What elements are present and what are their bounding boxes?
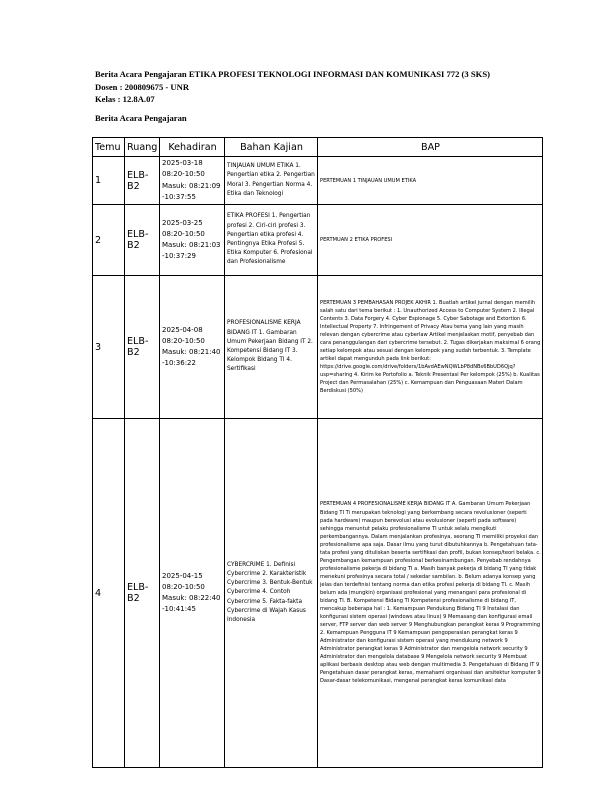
- column-header-bap: BAP: [318, 138, 543, 157]
- cell-bap: PERTMUAN 2 ETIKA PROFESI: [318, 205, 543, 276]
- cell-bap: PERTEMUAN 4 PROFESIONALISME KERJA BIDANG IT A. Gambaran Umum Pekerjaan Bidang TI Ti merupakan teknologi yang berkembang secara revolusioner (seperti pada hardware) maupun berevolusi atau evolusioner (seperti pada software) sehingga menuntut pelaku profesionalisme TI untuk selalu mengikuti perkembangannya. Dalam menjalankan profesinya, seorang TI memiliki proyeksi dan profesionalisme apa saja. Dasar ilmu yang turut dibutuhkannya b. Pengetahuan tata-tata profesi yang dituliskan beserta sertifikasi dan profil, bukan konsep/teori belaka. c. Pengembangan kemampuan profesional berkesinambungan. Penyebab rendahnya profesionalisme pekerja di bidang TI a. Masih banyak pekerja di bidang TI yang tidak menekuni profesinya secara total / sekedar sambilan. b. Belum adanya konsep yang jelas dan terdefinisi tentang norma dan etika profesi pekerja di bidang TI. c. Masih belum ada (mungkin) organisasi profesional yang menangani para profesional di bidang TI. B. Kompetensi Bidang TI Kompetensi profesionalisme di bidang IT, mencakup beberapa hal : 1. Kemampuan Pendukung Bidang TI 9 Instalasi dan konfigurasi sistem operasi (windows atau linux) 9 Memasang dan konfigurasi email server, FTP server dan web server 9 Menghubungkan perangkat keras 9 Programming 2. Kemampuan Pengguna IT 9 Kemampuan pengoperasian perangkat keras 9 Administrator dan konfigurasi sistem operasi yang mendukung network 9 Administrator perangkat keras 9 Administrator dan mengelola network security 9 Administrator dan mengelola database 9 Mengelola network security 9 Membuat aplikasi berbasis desktop atau web dengan multimedia 3. Pengetahuan di Bidang IT 9 Pengetahuan dasar perangkat keras, memahami organisasi dan arsitektur komputer 9 Dasar-dasar telekomunikasi, mengenal perangkat keras komunikasi data: [318, 419, 543, 768]
- table-header-row: [93, 138, 543, 157]
- cell-ruang: ELB-B2: [125, 419, 160, 768]
- attendance-date: 2025-04-15: [162, 571, 203, 580]
- cell-bahan-kajian: ETIKA PROFESI 1. Pengertian profesi 2. Ciri-ciri profesi 3. Pengertian etika profesi 4. Pentingnya Etika Profesi 5. Etika Komputer 6. Profesional dan Profesionalisme: [225, 205, 318, 276]
- cell-temu: 1: [93, 157, 125, 205]
- course-label: Berita Acara Pengajaran: [95, 69, 187, 79]
- cell-ruang: ELB-B2: [125, 157, 160, 205]
- attendance-date: 2025-03-25: [162, 218, 203, 227]
- column-header-ruang: Ruang: [125, 138, 160, 157]
- column-header-bahan-kajian: Bahan Kajian: [225, 138, 318, 157]
- lecturer-line: Dosen : 200809675 - UNR: [95, 81, 190, 92]
- attendance-in: Masuk: 08:21:40: [162, 348, 221, 356]
- table-row: [93, 419, 543, 768]
- cell-ruang: ELB-B2: [125, 205, 160, 276]
- cell-temu: 4: [93, 419, 125, 768]
- document-header: [95, 68, 565, 106]
- cell-bahan-kajian: PROFESIONALISME KERJA BIDANG IT 1. Gambaran Umum Pekerjaan Bidang IT 2. Kompetensi Bidang IT 3. Kelompok Bidang TI 4. Sertifikasi: [225, 276, 318, 419]
- attendance-date: 2025-04-08: [162, 325, 203, 334]
- attendance-out: -10:37:29: [162, 252, 196, 261]
- cell-bahan-kajian: TINJAUAN UMUM ETIKA 1. Pengertian etika 2. Pengertian Moral 3. Pengertian Norma 4. Etika dan Teknologi: [225, 157, 318, 205]
- bap-table: [92, 137, 543, 768]
- attendance-in: Masuk: 08:21:03: [162, 241, 221, 249]
- course-title-line: [95, 68, 565, 81]
- attendance-out: -10:41:45: [162, 605, 196, 614]
- cell-kehadiran: [160, 419, 225, 768]
- attendance-time: 08:20-10:50: [162, 170, 205, 179]
- cell-temu: 2: [93, 205, 125, 276]
- cell-bahan-kajian: CYBERCRIME 1. Definisi Cybercrime 2. Karakteristik Cybercrime 3. Bentuk-Bentuk Cybercrime 4. Contoh Cybercrime 5. Fakta-fakta Cybercrime di Wajah Kasus Indonesia: [225, 419, 318, 768]
- section-title: Berita Acara Pengajaran: [95, 113, 187, 123]
- cell-kehadiran: [160, 157, 225, 205]
- column-header-temu: Temu: [93, 138, 125, 157]
- cell-ruang: ELB-B2: [125, 276, 160, 419]
- attendance-out: -10:36:22: [162, 359, 196, 368]
- attendance-in: Masuk: 08:22:40: [162, 594, 221, 602]
- attendance-in: Masuk: 08:21:09: [162, 181, 221, 190]
- course-name: ETIKA PROFESI TEKNOLOGI INFORMASI DAN KOMUNIKASI 772 (3 SKS): [188, 69, 490, 79]
- class-line: Kelas : 12.8A.07: [95, 94, 155, 105]
- cell-bap: PERTEMUAN 3 PEMBAHASAN PROJEK AKHIR 1. Buatlah artikel jurnal dengan memilih salah satu dari tema berikut : 1. Unauthorized Access to Computer System 2. Illegal Contents 3. Data Forgery 4. Cyber Espionage 5. Cyber Sabotage and Extortion 6. Intellectual Property 7. Infringement of Privacy Atau tema yang lain yang masih relevan dengan cybercrime atau cyberlaw Artikel menjelaskan motif, penyebab dan cara penanggulangan dari cybercrime tersebut. 2. Tugas dikerjakan maksimal 6 orang setiap kelompok atau sesuai dengan kelompok yang sudah terbentuk. 3. Template artikel dapat mengunduh pada link berikut: https://drive.google.com/drive/folders/1bAvdAEwNQWLbP8dNBs6BbUD6Qjq?usp=sharing 4. Kirim ke Portofolio a. Teknik Presentasi Per kelompok (25%) b. Kualitas Project dan Permasalahan (25%) c. Kemampuan dan Penguasaan Materi Dalam Berdiskusi (50%): [318, 276, 543, 419]
- cell-kehadiran: [160, 205, 225, 276]
- column-header-kehadiran: Kehadiran: [160, 138, 225, 157]
- attendance-time: 08:20-10:50: [162, 336, 205, 345]
- table-row: [93, 205, 543, 276]
- table-row: [93, 157, 543, 205]
- cell-bap: PERTEMUAN 1 TINJAUAN UMUM ETIKA: [318, 157, 543, 205]
- attendance-date: 2025-03-18: [162, 159, 203, 168]
- cell-kehadiran: [160, 276, 225, 419]
- attendance-out: -10:37:55: [162, 192, 196, 201]
- table-row: [93, 276, 543, 419]
- attendance-time: 08:20-10:50: [162, 229, 205, 238]
- cell-temu: 3: [93, 276, 125, 419]
- attendance-time: 08:20-10:50: [162, 582, 205, 591]
